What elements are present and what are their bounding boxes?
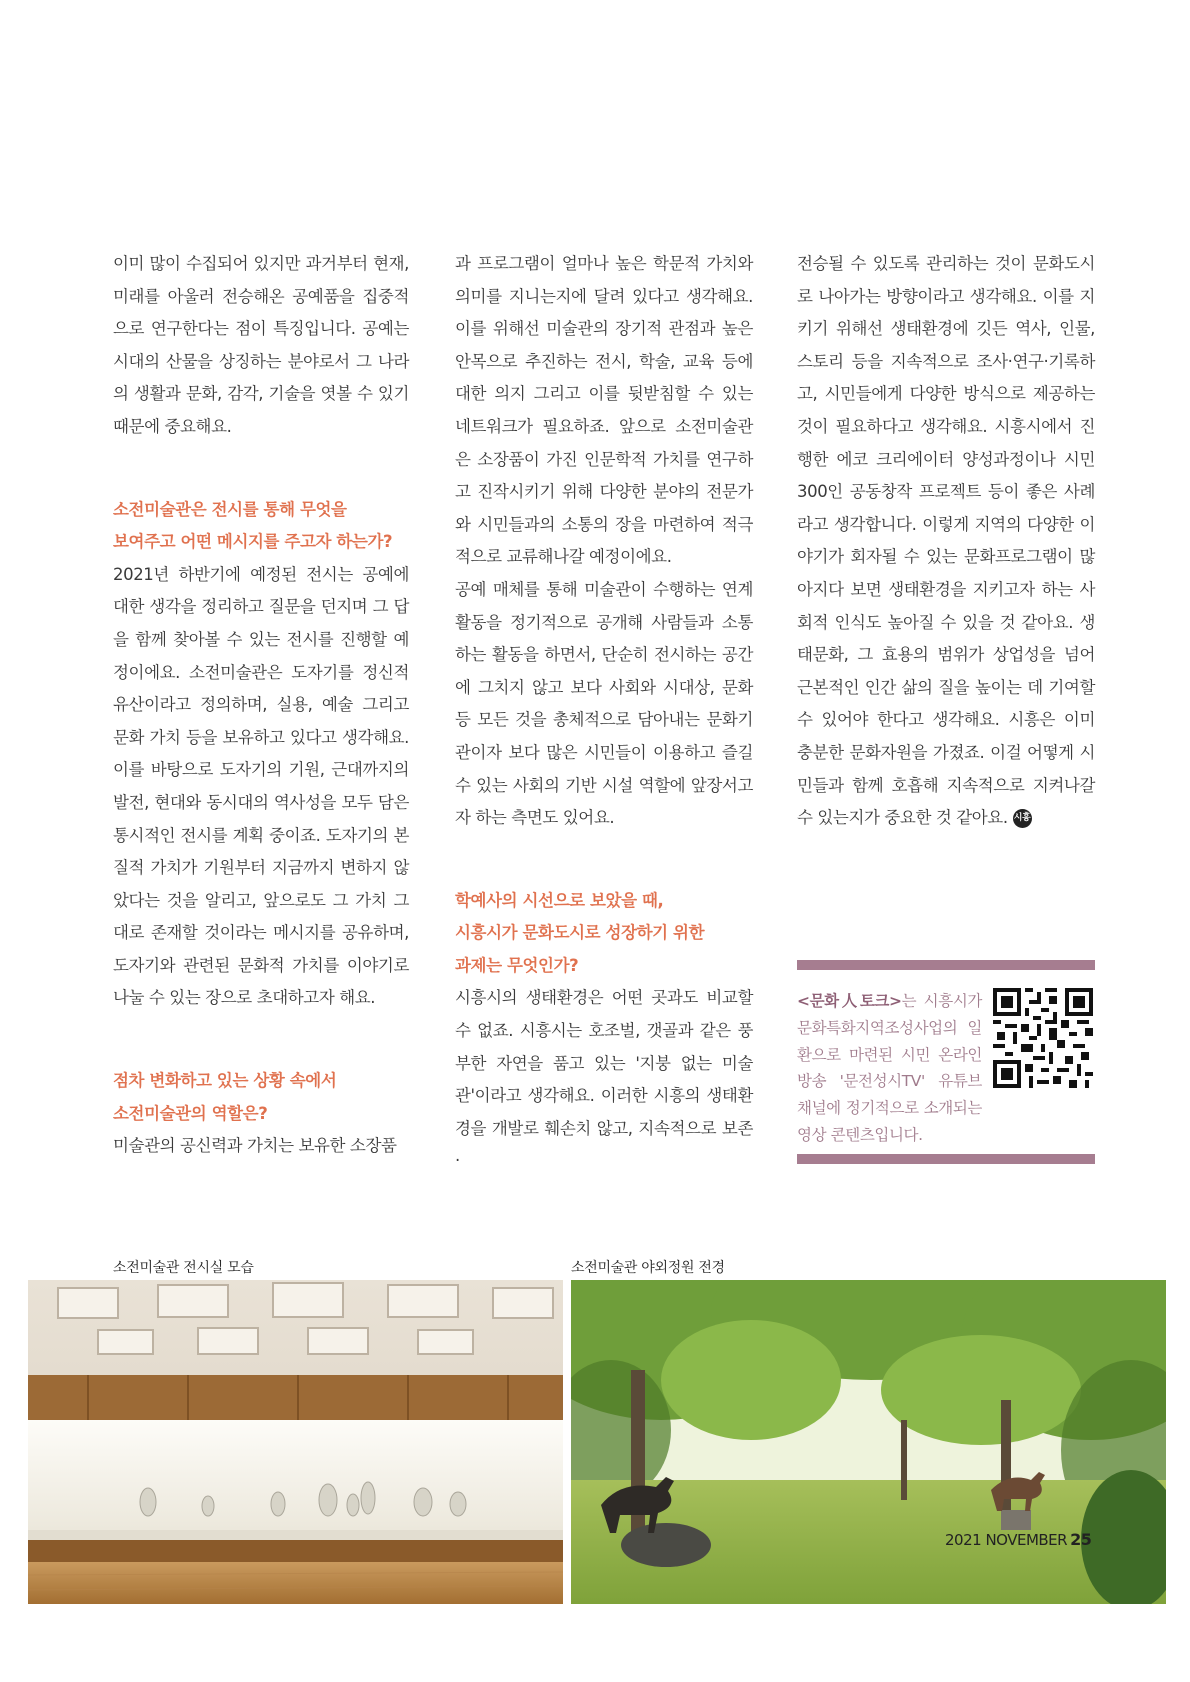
exhibition-hall-photo: [28, 1280, 563, 1604]
page-info: [945, 1530, 1091, 1549]
question-line: 소전미술관은 전시를 통해 무엇을: [113, 499, 347, 519]
article-column-2: [455, 248, 753, 1178]
question-line: 학예사의 시선으로 보았을 때,: [455, 890, 664, 910]
question-line: 소전미술관의 역할은?: [113, 1103, 268, 1123]
bottom-divider: [797, 1154, 1095, 1164]
question-line: 시흥시가 문화도시로 성장하기 위한: [455, 923, 705, 943]
qr-code-icon[interactable]: [993, 988, 1093, 1088]
paragraph-text: 전승될 수 있도록 관리하는 것이 문화도시로 나아가는 방향이라고 생각해요. 이를 지키기 위해선 생태환경에 깃든 역사, 인물, 스토리 등을 지속적으로 조사·연구·기록하고, 시민들에게 다양한 방식으로 제공하는 것이 필요하다고 생각해요. 시흥시에서 진행한 에코 크리에이터 양성과정이나 시민 300인 공동창작 프로젝트 등이 좋은 사례라고 생각합니다. 이렇게 지역의 다양한 이야기가 회자될 수 있는 문화프로그램이 많아지다 보면 생태환경을 지키고자 하는 사회적 인식도 높아질 수 있을 것 같아요. 생태문화, 그 효용의 범위가 상업성을 넘어 근본적인 인간 삶의 질을 높이는 데 기여할 수 있어야 한다고 생각해요. 시흥은 이미 충분한 문화자원을 가졌죠. 이걸 어떻게 시민들과 함께 호흡해 지속적으로 지켜나갈 수 있는지가 중요한 것 같아요.: [797, 254, 1095, 828]
interview-question: [113, 494, 409, 559]
paragraph: 이미 많이 수집되어 있지만 과거부터 현재, 미래를 아울러 전승해온 공예품을 집중적으로 연구한다는 점이 특징입니다. 공예는 시대의 산물을 상징하는 분야로서 그 나라의 생활과 문화, 감각, 기술을 엿볼 수 있기 때문에 중요해요.: [113, 254, 409, 436]
question-line: 과제는 무엇인가?: [455, 955, 579, 975]
article-column-1: [113, 248, 409, 1163]
paragraph: 과 프로그램이 얼마나 높은 학문적 가치와 의미를 지니는지에 달려 있다고 생각해요. 이를 위해선 미술관의 장기적 관점과 높은 안목으로 추진하는 전시, 학술, 교육 등에 대한 의지 그리고 이를 뒷받침할 수 있는 네트워크가 필요하죠. 앞으로 소전미술관은 소장품이 가진 인문학적 가치를 연구하고 진작시키기 위해 다양한 분야의 전문가와 시민들과의 소통의 장을 마련하여 적극적으로 교류해나갈 예정이에요.: [455, 254, 753, 567]
paragraph: 미술관의 공신력과 가치는 보유한 소장품: [113, 1136, 397, 1156]
paragraph: 공예 매체를 통해 미술관이 수행하는 연계활동을 정기적으로 공개해 사람들과 소통하는 활동을 하면서, 단순히 전시하는 공간에 그치지 않고 보다 사회와 시대상, 문화 등 모든 것을 총체적으로 담아내는 문화기관이자 보다 많은 시민들이 이용하고 즐길 수 있는 사회의 기반 시설 역할에 앞장서고자 하는 측면도 있어요.: [455, 579, 753, 828]
photo-caption: 소전미술관 전시실 모습: [113, 1260, 254, 1276]
article-column-3: [797, 248, 1095, 835]
garden-photo: [571, 1280, 1166, 1604]
info-text: [797, 988, 982, 1149]
issue-date: 2021 NOVEMBER: [945, 1531, 1068, 1549]
info-title: <문화人토크>: [797, 992, 902, 1010]
info-description: 는 시흥시가 문화특화지역조성사업의 일환으로 마련된 시민 온라인 방송 '문전성시TV' 유튜브 채널에 정기적으로 소개되는 영상 콘텐츠입니다.: [797, 992, 982, 1144]
question-line: 보여주고 어떤 메시지를 주고자 하는가?: [113, 532, 393, 552]
paragraph: [797, 248, 1095, 835]
photo-caption: 소전미술관 야외정원 전경: [571, 1260, 725, 1276]
paragraph: 시흥시의 생태환경은 어떤 곳과도 비교할 수 없죠. 시흥시는 호조벌, 갯골과 같은 풍부한 자연을 품고 있는 '지붕 없는 미술관'이라고 생각해요. 이러한 시흥의 생태환경을 개발로 훼손치 않고, 지속적으로 보존·: [455, 988, 753, 1171]
top-divider: [797, 960, 1095, 970]
question-line: 점차 변화하고 있는 상황 속에서: [113, 1071, 337, 1091]
end-mark-icon: 시흥: [1013, 809, 1032, 828]
interview-question: [455, 885, 753, 983]
info-box: [797, 960, 1095, 1164]
page-number: 25: [1070, 1530, 1092, 1549]
interview-question: [113, 1065, 409, 1130]
paragraph: 2021년 하반기에 예정된 전시는 공예에 대한 생각을 정리하고 질문을 던지며 그 답을 함께 찾아볼 수 있는 전시를 진행할 예정이에요. 소전미술관은 도자기를 정신적 유산이라고 정의하며, 실용, 예술 그리고 문화 가치 등을 보유하고 있다고 생각해요. 이를 바탕으로 도자기의 기원, 근대까지의 발전, 현대와 동시대의 역사성을 모두 담은 통시적인 전시를 계획 중이죠. 도자기의 본질적 가치가 기원부터 지금까지 변하지 않았다는 것을 알리고, 앞으로도 그 가치 그대로 존재할 것이라는 메시지를 공유하며, 도자기와 관련된 문화적 가치를 이야기로 나눌 수 있는 장으로 초대하고자 해요.: [113, 564, 409, 1008]
